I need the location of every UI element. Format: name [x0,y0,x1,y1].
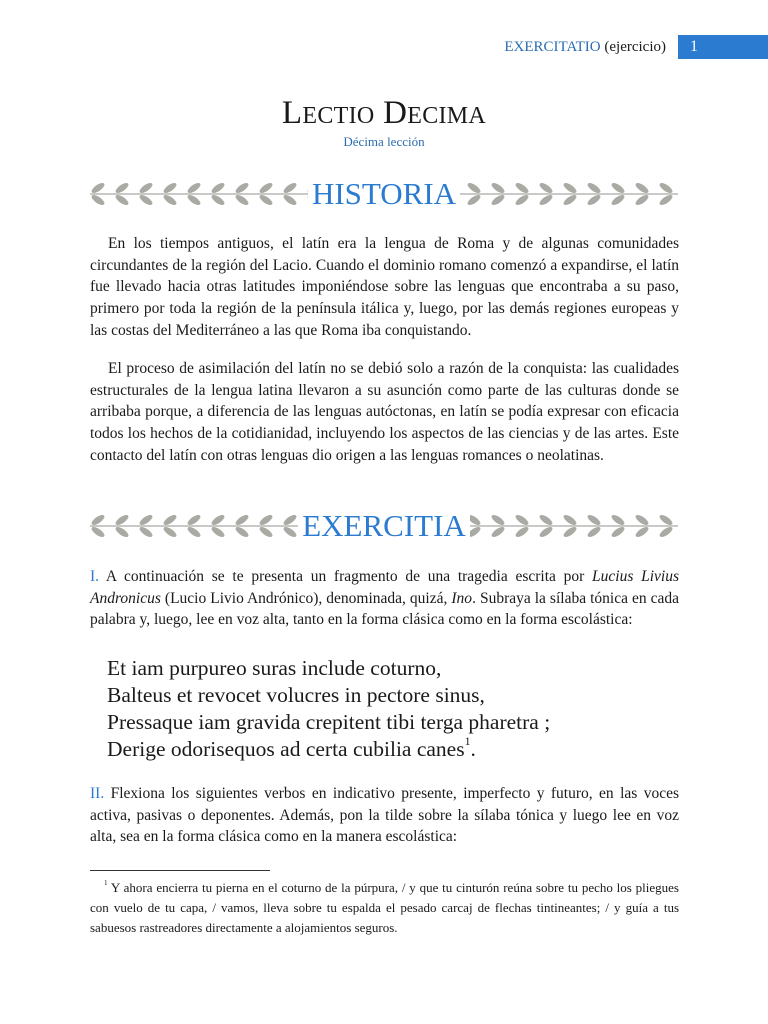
footnote-reference: 1 [464,734,471,749]
exercise-2-numeral: II. [90,785,105,802]
work-title: Ino [451,589,473,607]
running-header [504,35,768,59]
verse-line: Et iam purpureo suras include coturno, [107,656,442,680]
section-heading-historia: HISTORIA [88,172,680,216]
footnote: $^1$ Y ahora encierra tu pierna en el coturno de la púrpura, / y que tu cinturón reúna sobre tu pecho los pliegues con vuelo de tu capa, / vamos, lleva sobre tu espalda el pesado carcaj de flechas tintineantes; / y guía a tus sabuesos rastreadores directamente a alojamientos seguros. [90,879,679,935]
author-name: Lucius Livius Andronicus [90,568,679,607]
verse-line: Pressaque iam gravida crepitent tibi terga pharetra ; [107,710,551,734]
verse-line: Derige odorisequos ad certa cubilia canes$^1$. [107,734,476,761]
header-title: EXERCITATIO (ejercicio) [504,38,666,55]
verse-line: Balteus et revocet volucres in pectore sinus, [107,683,485,707]
footnote-mark: 1 [104,879,108,888]
footnote-divider [90,870,270,871]
section-banner-historia [88,172,680,216]
latin-verse [107,655,550,763]
exercise-1-numeral: I. [90,568,100,585]
section-banner-exercitia [88,504,680,548]
exercise-1-instructions: I. A continuación se te presenta un fragmento de una tragedia escrita por Lucius Livius Andronicus (Lucio Livio Andrónico), denominada, quizá, Ino. Subraya la sílaba tónica en cada palabra y, luego, lee en voz alta, tanto en la forma clásica como en la forma escolástica: [90,568,679,629]
historia-paragraph-1: En los tiempos antiguos, el latín era la lengua de Roma y de algunas comunidades circundantes de la región del Lacio. Cuando el dominio romano comenzó a expandirse, el latín fue llevado hacia otras latitudes imponiéndose sobre las lenguas que encontraba a su paso, primero por toda la región de la península itálica y, luego, por las demás regiones europeas y las costas del Mediterráneo a las que Roma iba conquistando. [90,235,679,339]
historia-paragraph-2: El proceso de asimilación del latín no se debió solo a razón de la conquista: las cualidades estructurales de la lengua latina llevaron a su asunción como parte de las culturas donde se arribaba porque, a diferencia de las lenguas autóctonas, en latín se podía expresar con eficacia todos los hechos de la cotidianidad, incluyendo los aspectos de las ciencias y de las artes. Este contacto del latín con otras lenguas dio origen a las lenguas romances o neolatinas. [90,360,679,464]
page-title: LECTIO DECIMA [281,95,487,131]
page-subtitle: Décima lección [343,134,425,149]
section-heading-exercitia: EXERCITIA [88,504,680,548]
page-number: 1 [678,35,768,59]
exercise-2-instructions: II. Flexiona los siguientes verbos en indicativo presente, imperfecto y futuro, en las voces activa, pasivas o deponentes. Además, pon la tilde sobre la sílaba tónica y luego lee en voz alta, sea en la forma clásica como en la manera escolástica: [90,785,679,846]
